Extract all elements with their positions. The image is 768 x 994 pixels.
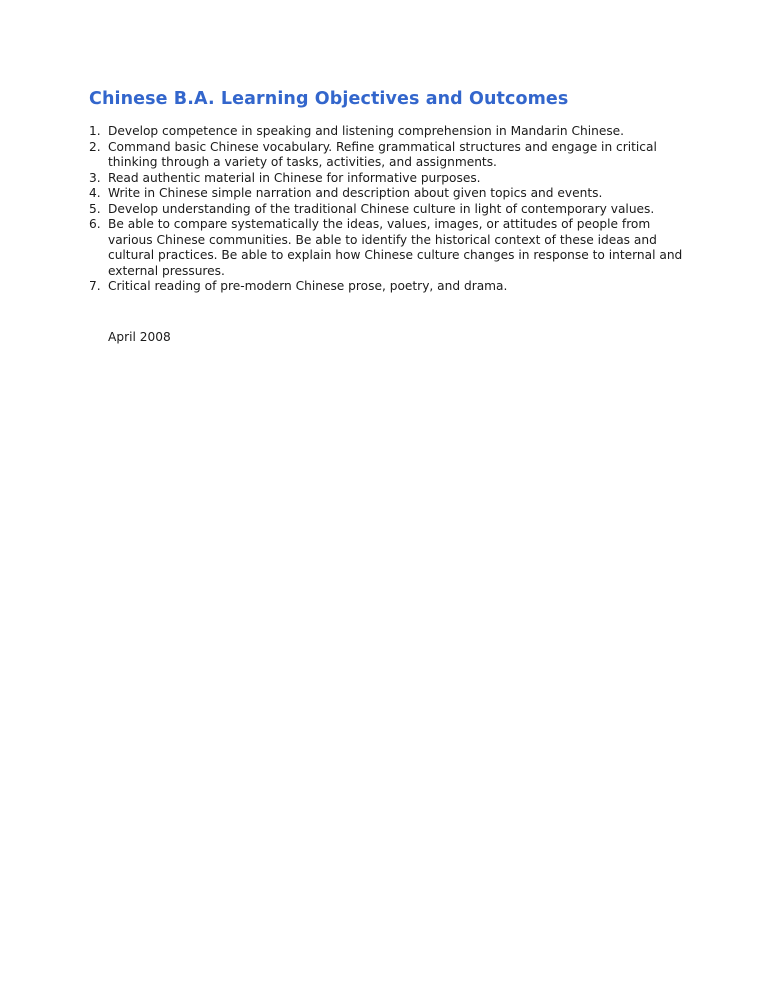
objective-text: Develop understanding of the traditional Chinese culture in light of contemporary values.: [108, 201, 655, 216]
objective-text: Be able to compare systematically the ideas, values, images, or attitudes of people from various Chinese communities. Be able to identify the historical context of these ideas and cultural practices. Be able to explain how Chinese culture changes in response to internal and external pressures.: [108, 217, 683, 278]
document-title: Chinese B.A. Learning Objectives and Outcomes: [89, 89, 569, 109]
objective-number: 1.: [89, 124, 101, 138]
objective-text: Develop competence in speaking and listening comprehension in Mandarin Chinese.: [108, 124, 625, 138]
objective-item: [89, 217, 689, 279]
objective-number: 4.: [89, 186, 101, 200]
objective-item: [89, 124, 689, 140]
objective-text: Critical reading of pre-modern Chinese prose, poetry, and drama.: [108, 279, 508, 293]
objective-item: [89, 140, 689, 171]
objective-number: 7.: [89, 279, 101, 293]
objectives-list: [89, 124, 689, 295]
objective-item: [89, 279, 689, 295]
objective-number: 3.: [89, 170, 101, 185]
objective-item: [89, 186, 689, 202]
objective-text: Write in Chinese simple narration and description about given topics and events.: [108, 186, 603, 200]
objective-text: Command basic Chinese vocabulary. Refine grammatical structures and engage in critical thinking through a variety of tasks, activities, and assignments.: [108, 139, 657, 169]
document-date: April 2008: [108, 330, 171, 344]
objective-text: Read authentic material in Chinese for informative purposes.: [108, 170, 481, 185]
objective-number: 2.: [89, 139, 101, 154]
objective-number: 5.: [89, 201, 101, 216]
objective-number: 6.: [89, 217, 101, 231]
objective-item: [89, 202, 689, 218]
objective-item: [89, 171, 689, 187]
